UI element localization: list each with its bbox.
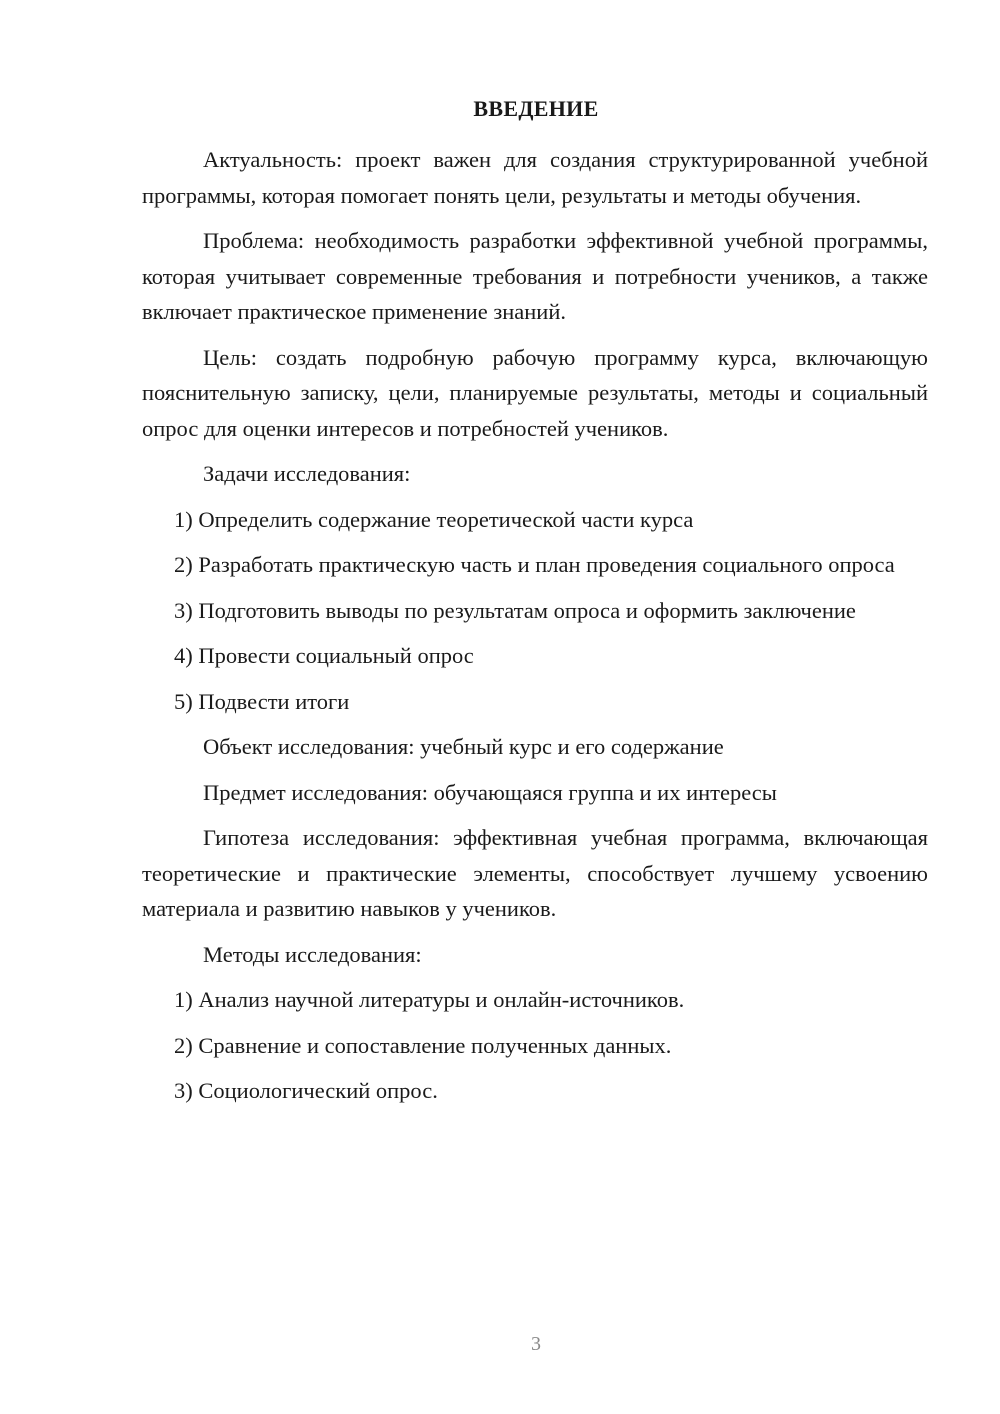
paragraph-problem: Проблема: необходимость разработки эффективной учебной программы, которая учитывает современные требования и потребности учеников, а также включает практическое применение знаний.	[142, 228, 928, 324]
paragraph-relevance: Актуальность: проект важен для создания структурированной учебной программы, которая помогает понять цели, результаты и методы обучения.	[142, 147, 928, 208]
method-item: 3) Социологический опрос.	[174, 1078, 438, 1103]
task-item: 4) Провести социальный опрос	[174, 643, 474, 668]
research-hypothesis: Гипотеза исследования: эффективная учебная программа, включающая теоретические и практические элементы, способствует лучшему усвоению материала и развитию навыков у учеников.	[142, 825, 928, 921]
methods-heading: Методы исследования:	[203, 941, 422, 967]
task-item: 5) Подвести итоги	[174, 688, 350, 714]
task-item: 3) Подготовить выводы по результатам опроса и оформить заключение	[174, 597, 856, 623]
task-item: 1) Определить содержание теоретической части курса	[174, 506, 694, 532]
paragraph-goal: Цель: создать подробную рабочую программу курса, включающую пояснительную записку, цели, планируемые результаты, методы и социальный опрос для оценки интересов и потребностей учеников.	[142, 344, 928, 441]
document-title: ВВЕДЕНИЕ	[473, 96, 599, 121]
page-number: 3	[531, 1333, 541, 1355]
document-body	[142, 142, 928, 1119]
method-item: 1) Анализ научной литературы и онлайн-источников.	[174, 987, 685, 1012]
task-item: 2) Разработать практическую часть и план проведения социального опроса	[174, 552, 895, 577]
research-object: Объект исследования: учебный курс и его содержание	[203, 734, 724, 759]
research-subject: Предмет исследования: обучающаяся группа и их интересы	[203, 779, 777, 805]
method-item: 2) Сравнение и сопоставление полученных данных.	[174, 1032, 672, 1058]
tasks-heading: Задачи исследования:	[203, 461, 411, 486]
